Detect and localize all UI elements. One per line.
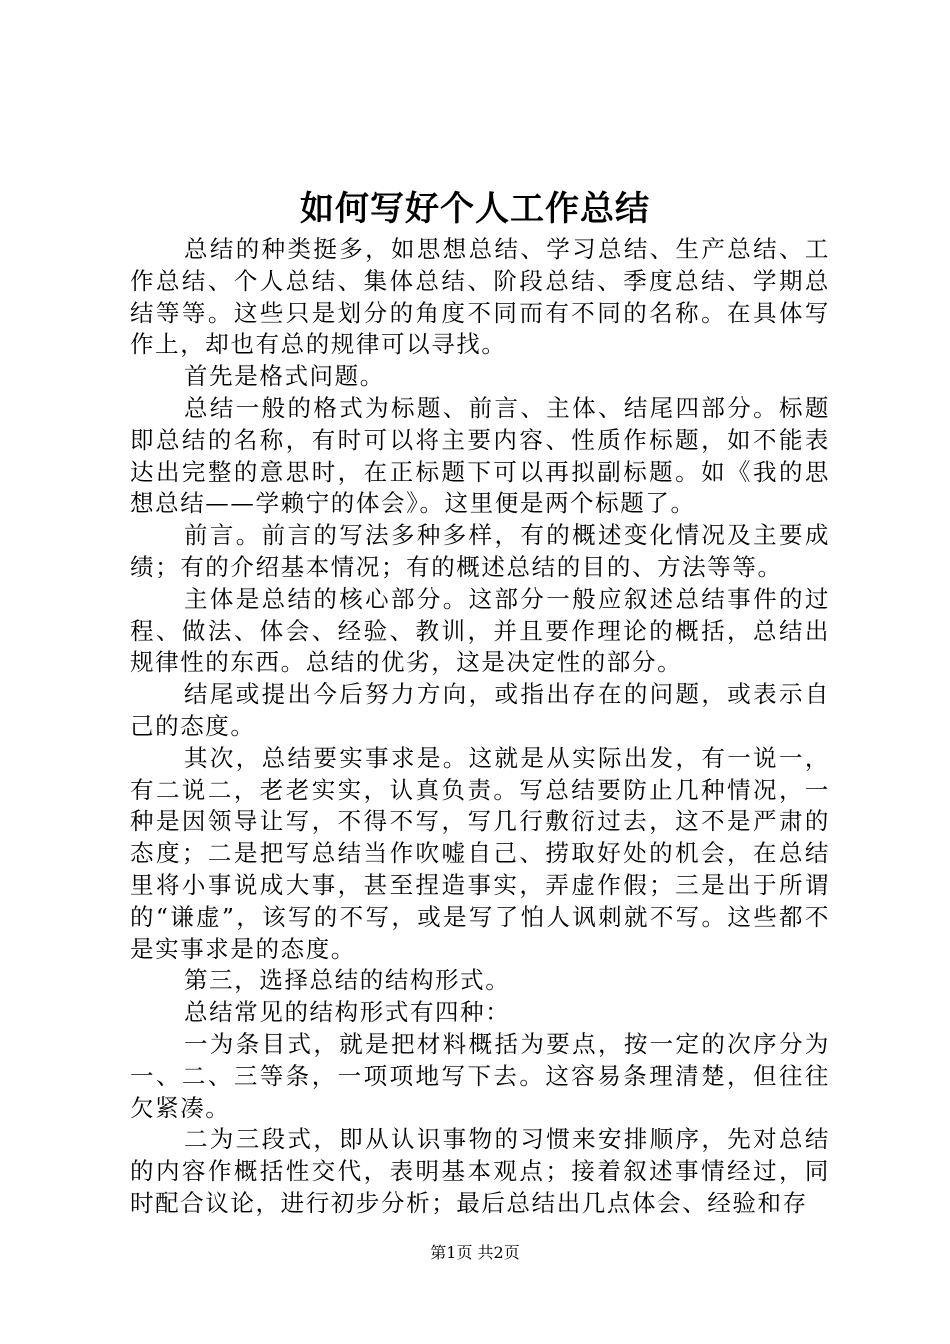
- paragraph: 前言。前言的写法多种多样，有的概述变化情况及主要成绩；有的介绍基本情况；有的概述总结的目的、方法等等。: [130, 521, 830, 581]
- document-title: 如何写好个人工作总结: [300, 189, 650, 229]
- page-number-footer: 第1页 共2页: [430, 1243, 520, 1262]
- paragraph: 主体是总结的核心部分。这部分一般应叙述总结事件的过程、做法、体会、经验、教训，并且要作理论的概括，总结出规律性的东西。总结的优劣，这是决定性的部分。: [130, 584, 830, 677]
- paragraph: 首先是格式问题。: [184, 362, 385, 391]
- document-body: [130, 234, 830, 1220]
- paragraph: 一为条目式，就是把材料概括为要点，按一定的次序分为一、二、三等条，一项项地写下去。这容易条理清楚，但往往欠紧凑。: [130, 1029, 830, 1122]
- paragraph: 总结一般的格式为标题、前言、主体、结尾四部分。标题即总结的名称，有时可以将主要内容、性质作标题，如不能表达出完整的意思时，在正标题下可以再拟副标题。如《我的思想总结——学赖宁的体会》。这里便是两个标题了。: [130, 393, 830, 518]
- paragraph: 二为三段式，即从认识事物的习惯来安排顺序，先对总结的内容作概括性交代，表明基本观点；接着叙述事情经过，同时配合议论，进行初步分析；最后总结出几点体会、经验和存: [130, 1125, 830, 1217]
- paragraph: 总结的种类挺多，如思想总结、学习总结、生产总结、工作总结、个人总结、集体总结、阶段总结、季度总结、学期总结等等。这些只是划分的角度不同而有不同的名称。在具体写作上，却也有总的规律可以寻找。: [130, 235, 830, 359]
- paragraph: 结尾或提出今后努力方向，或指出存在的问题，或表示自己的态度。: [130, 680, 830, 740]
- paragraph: 其次，总结要实事求是。这就是从实际出发，有一说一，有二说二，老老实实，认真负责。写总结要防止几种情况，一种是因领导让写，不得不写，写几行敷衍过去，这不是严肃的态度；二是把写总结当作吹嘘自己、捞取好处的机会，在总结里将小事说成大事，甚至捏造事实，弄虚作假；三是出于所谓的“谦虚”，该写的不写，或是写了怕人讽刺就不写。这些都不是实事求是的态度。: [130, 743, 830, 963]
- paragraph: 第三，选择总结的结构形式。: [184, 966, 511, 995]
- paragraph: 总结常见的结构形式有四种：: [184, 998, 511, 1027]
